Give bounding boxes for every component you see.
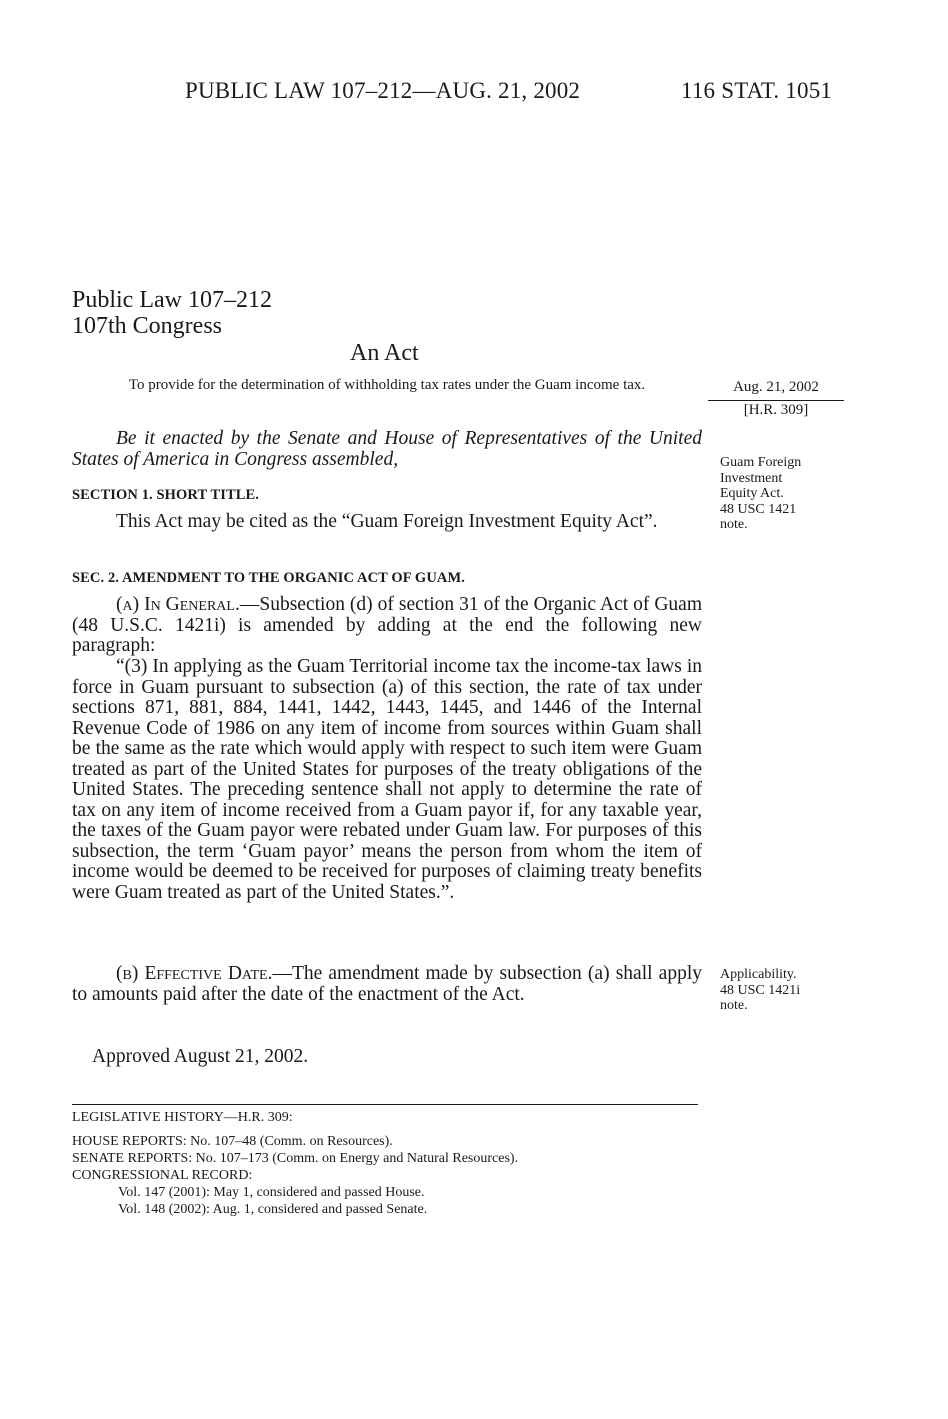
margin-note-line: 48 USC 1421 xyxy=(720,501,797,517)
congressional-record-vol-147: Vol. 147 (2001): May 1, considered and passed House. xyxy=(118,1185,425,1200)
margin-date-block xyxy=(708,376,844,422)
legislative-history-divider xyxy=(72,1104,698,1105)
subsection-a-text: —Subsection (d) of section 31 of the Organic Act of Guam (48 U.S.C. 1421i) is amended by adding at the end the following new paragraph: xyxy=(72,594,703,656)
margin-note-line: Investment xyxy=(720,470,783,486)
subsection-b xyxy=(72,964,702,1005)
subsection-a xyxy=(72,595,702,657)
margin-note-line: Guam Foreign xyxy=(720,455,802,470)
margin-note-short-title xyxy=(720,455,840,533)
act-heading: An Act xyxy=(350,340,419,366)
margin-bill: [H.R. 309] xyxy=(743,402,809,418)
act-purpose: To provide for the determination of withholding tax rates under the Guam income tax. xyxy=(128,377,646,393)
congress-number: 107th Congress xyxy=(72,313,222,339)
section-1-heading: SECTION 1. SHORT TITLE. xyxy=(72,487,260,503)
legislative-history-heading: LEGISLATIVE HISTORY—H.R. 309: xyxy=(72,1110,293,1125)
running-header-page: 116 STAT. 1051 xyxy=(681,78,833,103)
margin-note-line: 48 USC 1421i xyxy=(720,982,801,998)
paragraph-3-text: “(3) In applying as the Guam Territorial income tax the income-tax laws in force in Guam pursuant to subsection (a) of this section, the rate of tax under sections 871, 881, 884, 1441, 1442, 1443, 1445, and 1446 of the Internal Revenue Code of 1986 on any item of income from sources within Guam shall be the same as the rate which would apply with respect to such item were Guam treated as part of the United States for purposes of the treaty obligations of the United States. The preceding sentence shall not apply to determine the rate of tax on any item of income received from a Guam payor if, for any taxable year, the taxes of the Guam payor were rebated under Guam law. For purposes of this subsection, the term ‘Guam payor’ means the person from whom the item of income would be deemed to be received for purposes of claiming treaty benefits were Guam treated as part of the United States.”. xyxy=(72,656,702,903)
subsection-b-label: (b) Effective Date. xyxy=(116,963,273,984)
approval-date: Approved August 21, 2002. xyxy=(92,1046,309,1067)
subsection-a-label: (a) In General. xyxy=(116,594,240,615)
enacting-clause: Be it enacted by the Senate and House of Representatives of the United States of America in Congress assembled, xyxy=(72,428,702,470)
house-reports: HOUSE REPORTS: No. 107–48 (Comm. on Resources). xyxy=(72,1134,393,1149)
margin-note-line: Applicability. xyxy=(720,967,797,982)
margin-note-line: note. xyxy=(720,517,748,532)
section-2-heading: SEC. 2. AMENDMENT TO THE ORGANIC ACT OF GUAM. xyxy=(72,570,465,586)
congressional-record-vol-148: Vol. 148 (2002): Aug. 1, considered and passed Senate. xyxy=(118,1202,428,1217)
margin-note-applicability xyxy=(720,967,840,1014)
margin-note-line: Equity Act. xyxy=(720,486,784,501)
law-title-block xyxy=(72,287,272,339)
subsection-b-text: —The amendment made by subsection (a) shall apply to amounts paid after the date of the enactment of the Act. xyxy=(72,963,702,1005)
section-1-text: This Act may be cited as the “Guam Foreign Investment Equity Act”. xyxy=(116,511,658,532)
margin-date: Aug. 21, 2002 xyxy=(733,379,819,395)
margin-note-line: note. xyxy=(720,998,748,1013)
margin-divider xyxy=(708,400,844,401)
congressional-record-heading: CONGRESSIONAL RECORD: xyxy=(72,1168,253,1183)
running-header-left: PUBLIC LAW 107–212—AUG. 21, 2002 xyxy=(185,78,581,103)
public-law-number: Public Law 107–212 xyxy=(72,287,272,313)
senate-reports: SENATE REPORTS: No. 107–173 (Comm. on Energy and Natural Resources). xyxy=(72,1151,519,1166)
